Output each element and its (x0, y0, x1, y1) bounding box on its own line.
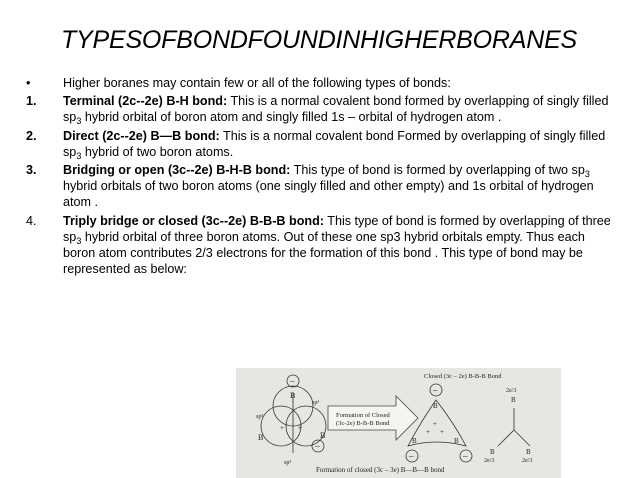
item-number: 4. (26, 213, 37, 228)
plus-sign: + (280, 424, 284, 432)
item-text-continued: hybrid of two boron atoms. (81, 144, 234, 159)
minus-sign: – (315, 441, 320, 451)
boron-atom-label: B (454, 437, 459, 445)
boron-atom-label: B (258, 433, 264, 442)
bbb-bond-figure (236, 368, 561, 478)
intro-bullet (26, 75, 616, 91)
subscript: 3 (76, 150, 82, 161)
electron-share-label: 2e/3 (522, 458, 533, 464)
bbb-bond-diagram (236, 368, 561, 478)
minus-sign: – (463, 451, 468, 461)
item-heading: Bridging or open (3c--2e) B-H-B bond: (63, 163, 291, 178)
list-item-terminal-bond (26, 93, 616, 125)
orbital-label: sp³ (256, 414, 264, 420)
minus-sign: – (409, 451, 414, 461)
item-text: This is a normal covalent bond Formed by overlapping of singly filled sp (63, 128, 606, 159)
subscript: 3 (76, 116, 82, 127)
plus-sign: + (440, 428, 444, 436)
boron-atom-label: B (412, 437, 417, 445)
plus-sign: + (433, 420, 437, 428)
bond-line (514, 430, 530, 446)
boron-atom-label: B (490, 448, 495, 456)
item-text-continued: hybrid orbital of boron atom and singly filled 1s – orbital of hydrogen atom . (81, 110, 502, 125)
item-heading: Terminal (2c--2e) B-H bond: (63, 94, 228, 109)
list-item-direct-bond (26, 128, 616, 160)
subscript: 3 (76, 235, 82, 246)
boron-atom-label: B (433, 402, 438, 410)
bond-line (498, 430, 514, 446)
list-item-closed-bond (26, 213, 616, 278)
item-number: 1. (26, 94, 37, 109)
minus-sign: – (290, 376, 295, 386)
item-number: 3. (26, 163, 37, 178)
item-text-continued: hybrid orbital of three boron atoms. Out of these one sp3 hybrid orbitals empty. Thus each boron atom contributes 2/3 electrons for the formation of this bond . This type of bond may be represented as below: (63, 229, 585, 277)
list-item-bridging-bond (26, 162, 616, 211)
electron-share-label: 2e/3 (506, 388, 517, 394)
boron-atom-label: B (290, 391, 296, 400)
item-text: This type of bond is formed by overlapping of three sp (63, 213, 611, 244)
subscript: 3 (584, 169, 590, 180)
boron-atom-label: B (320, 431, 326, 440)
arrow-label-line-1: Formation of Closed (336, 412, 390, 419)
item-text: This type of bond is formed by overlapping of two sp (290, 163, 585, 178)
minus-sign: – (433, 385, 438, 395)
item-text: This is a normal covalent bond formed by overlapping of singly filled sp (63, 94, 609, 125)
electron-share-label: 2e/3 (484, 458, 495, 464)
item-number: 2. (26, 128, 37, 143)
plus-sign: + (298, 424, 302, 432)
page-title: TYPESOFBONDFOUNDINHIGHERBORANES (60, 26, 578, 54)
item-heading: Direct (2c--2e) B—B bond: (63, 128, 220, 143)
orbital-label: sp³ (312, 400, 320, 406)
figure-caption: Formation of closed (3c – 3e) B—B—B bond (316, 466, 445, 474)
item-heading: Triply bridge or closed (3c--2e) B-B-B bond: (63, 213, 324, 228)
bond-types-list (26, 75, 616, 279)
orbital-label: sp³ (284, 460, 292, 466)
boron-atom-label: B (526, 448, 531, 456)
plus-sign: + (426, 428, 430, 436)
intro-text: Higher boranes may contain few or all of the following types of bonds: (63, 76, 451, 90)
closed-bond-title: Closed (3c – 2e) B-B-B Bond (424, 373, 502, 380)
arrow-label-line-2: (3c-2e) B-B-B Bond (336, 420, 390, 427)
bullet-marker: • (26, 76, 31, 90)
item-text-continued: hybrid orbitals of two boron atoms (one singly filled and other empty) and 1s orbital of hydrogen atom . (63, 179, 594, 210)
boron-atom-label: B (511, 396, 516, 404)
